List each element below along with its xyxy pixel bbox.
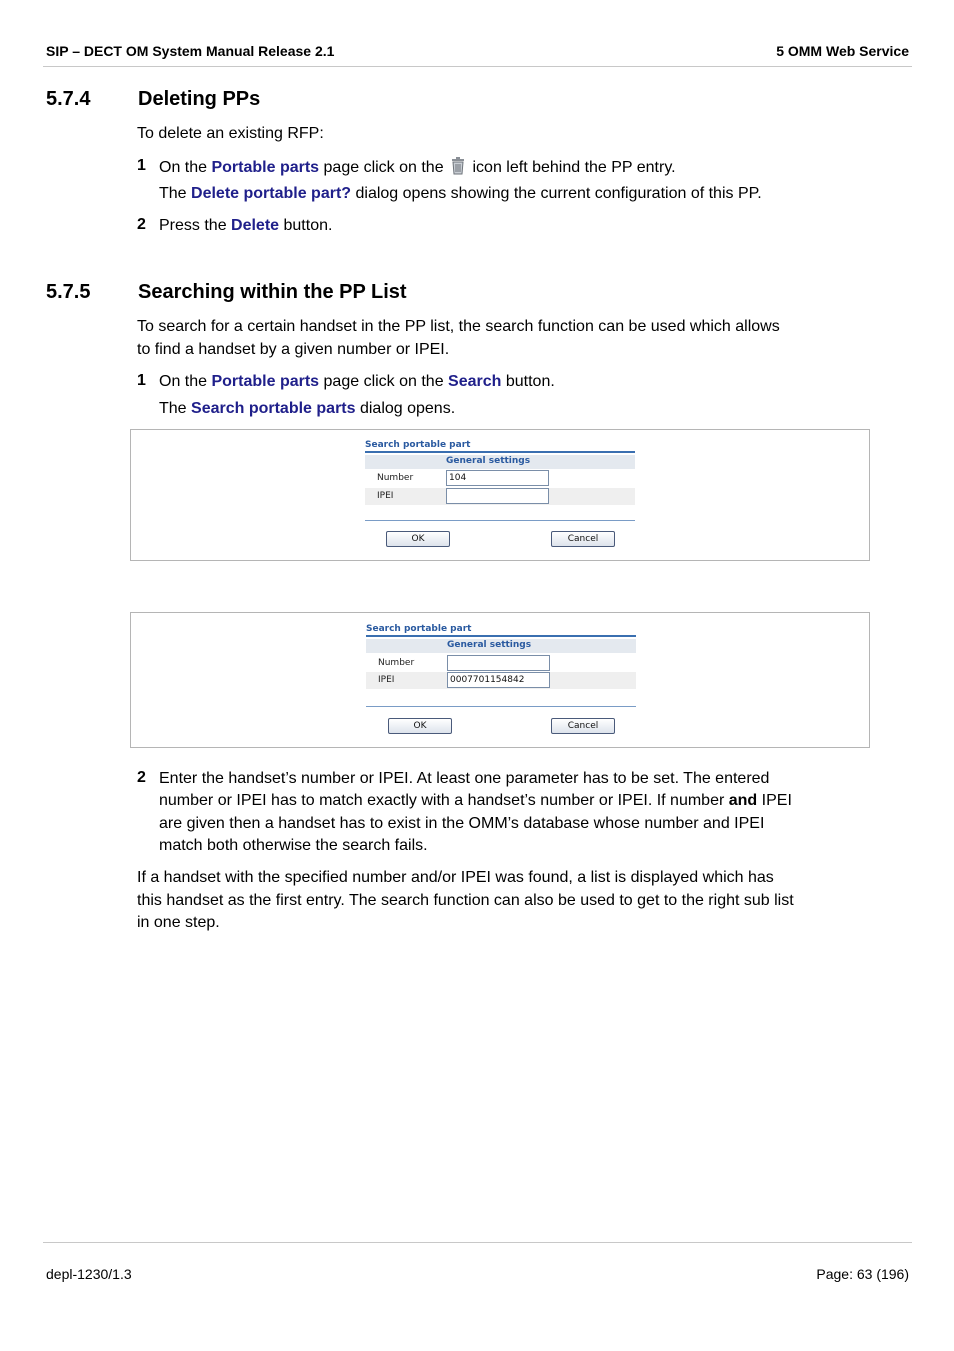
running-header-title: SIP – DECT OM System Manual Release 2.1 — [46, 43, 335, 59]
ipei-input[interactable]: 0007701154842 — [447, 672, 550, 688]
dialog-title: Search portable part — [366, 624, 472, 634]
cancel-button[interactable]: Cancel — [551, 531, 615, 547]
number-row — [366, 655, 636, 672]
cancel-button[interactable]: Cancel — [551, 718, 615, 734]
step-text-line: Enter the handset’s number or IPEI. At least one parameter has to be set. The entered — [159, 770, 770, 787]
step-text-line: number or IPEI has to match exactly with a handset’s number or IPEI. If number and IPEI — [159, 792, 792, 809]
step-number: 2 — [137, 769, 146, 786]
ui-reference: Delete — [231, 217, 280, 234]
ipei-label: IPEI — [377, 491, 394, 501]
ui-reference: Portable parts — [211, 373, 320, 390]
section-heading-574 — [46, 88, 546, 114]
step-text: Press the Delete button. — [159, 217, 333, 234]
ui-reference: Search portable parts — [191, 400, 356, 417]
dialog-separator — [365, 520, 635, 521]
intro-paragraph-line: to find a handset by a given number or IPEI. — [137, 341, 450, 358]
number-input[interactable] — [447, 655, 550, 671]
footer-rule — [43, 1242, 912, 1243]
number-row — [365, 470, 635, 487]
intro-paragraph-line: To search for a certain handset in the PP list, the search function can be used which allows — [137, 318, 780, 335]
header-rule — [43, 66, 912, 67]
ui-reference: Portable parts — [211, 159, 320, 176]
step-result-text: The Search portable parts dialog opens. — [159, 400, 456, 417]
ipei-label: IPEI — [378, 675, 395, 685]
footer-page-number: Page: 63 (196) — [816, 1266, 909, 1282]
ok-button[interactable]: OK — [386, 531, 450, 547]
trash-icon — [450, 156, 466, 175]
search-portable-part-dialog — [365, 440, 637, 555]
section-title: Searching within the PP List — [138, 281, 407, 303]
running-header-chapter: 5 OMM Web Service — [776, 43, 909, 59]
ok-button[interactable]: OK — [388, 718, 452, 734]
section-title: Deleting PPs — [138, 88, 261, 110]
ipei-input[interactable] — [446, 488, 549, 504]
section-heading-575 — [46, 281, 646, 307]
ui-reference: Search — [448, 373, 502, 390]
dialog-section-header: General settings — [365, 455, 635, 469]
step-text: On the Portable parts page click on the icon left behind the PP entry. — [159, 156, 676, 180]
step-text-line: are given then a handset has to exist in the OMM’s database whose number and IPEI — [159, 815, 765, 832]
ipei-row — [365, 488, 635, 505]
search-portable-part-dialog — [366, 624, 638, 739]
footer-document-id: depl-1230/1.3 — [46, 1266, 132, 1282]
dialog-section-header: General settings — [366, 639, 636, 653]
ipei-row — [366, 672, 636, 689]
step-text-line: match both otherwise the search fails. — [159, 837, 428, 854]
step-number: 1 — [137, 157, 146, 174]
screenshot-frame — [130, 429, 870, 561]
step-number: 2 — [137, 216, 146, 233]
ui-reference: Delete portable part? — [191, 185, 352, 202]
intro-paragraph: To delete an existing RFP: — [137, 125, 324, 142]
number-label: Number — [377, 473, 414, 483]
dialog-separator — [366, 706, 636, 707]
dialog-title: Search portable part — [365, 440, 471, 450]
step-text: On the Portable parts page click on the Search button. — [159, 373, 555, 390]
screenshot-frame — [130, 612, 870, 748]
section-number: 5.7.5 — [46, 281, 91, 303]
number-input[interactable]: 104 — [446, 470, 549, 486]
closing-paragraph-line: If a handset with the specified number and/or IPEI was found, a list is displayed which has — [137, 869, 774, 886]
step-result-text: The Delete portable part? dialog opens showing the current configuration of this PP. — [159, 185, 762, 202]
emphasis: and — [728, 792, 758, 809]
dialog-title-rule — [366, 635, 636, 637]
closing-paragraph-line: this handset as the first entry. The search function can also be used to get to the right sub list — [137, 892, 794, 909]
number-label: Number — [378, 658, 415, 668]
section-number: 5.7.4 — [46, 88, 91, 110]
dialog-title-rule — [365, 451, 635, 453]
closing-paragraph-line: in one step. — [137, 914, 220, 931]
step-number: 1 — [137, 372, 146, 389]
